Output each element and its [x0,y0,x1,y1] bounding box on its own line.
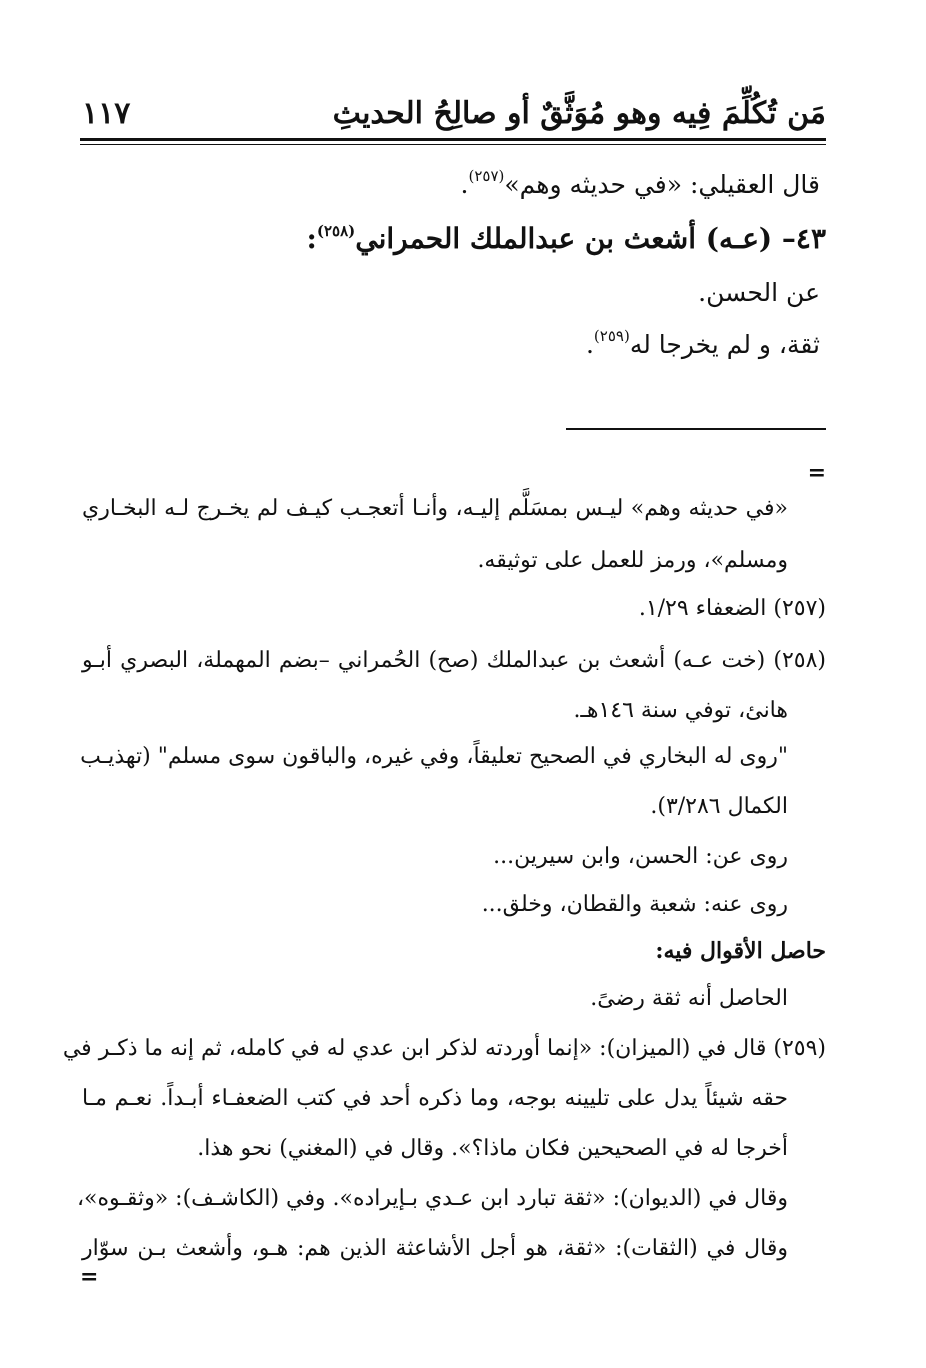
header-rule-thin [80,144,826,145]
running-header [82,86,826,136]
section-heading-conclusion: حاصل الأقوال فيه: [655,938,826,964]
footnote-line: الحاصل أنه ثقة رضىً. [590,986,788,1011]
footnote-line: حقه شيئاً يدل على تليينه بوجه، وما ذكره أحد في كتب الضعفـاء أبـداً. نعـم مـا [82,1086,788,1111]
footnote-line: روى عنه: شعبة والقطان، وخلق... [481,892,788,917]
footnote-line: "روى له البخاري في الصحيح تعليقاً، وفي غيره، والباقون سوى مسلم" (تهذيـب [80,744,788,769]
footnote-line: هانئ، توفي سنة ١٤٦هـ. [573,698,788,723]
page-number: ١١٧ [82,96,131,131]
footnotes [62,460,826,1262]
footnote-ref-258: (٢٥٨) [316,222,356,240]
main-line-thiqa: ثقة، و لم يخرجا له$^{(٢٥٩)}$. [585,327,820,359]
footnote-line: وقال في (الثقات): «ثقة، هو أجل الأشاعثة الذين هم: هـو، وأشعث بـن سوّار [82,1236,788,1261]
footnote-line: روى عن: الحسن، وابن سيرين... [493,844,788,869]
main-line-hasan: عن الحسن. [698,278,820,307]
footnote-ref-259: (٢٥٩) [593,327,630,345]
footnote-line: «في حديثه وهم» ليـس بمسَلَّم إليـه، وأنـا أتعجـب كيـف لم يخـرج لـه البخـاري [82,496,788,521]
main-line-uqayli: قال العقيلي: «في حديثه وهم»$^{(٢٥٧)}$. [460,167,820,199]
footnote-ref-257: (٢٥٧) [468,167,505,185]
footnote-line: ومسلم»، ورمز للعمل على توثيقه. [477,548,788,573]
footnote-separator [566,428,826,430]
footnote-line: وقال في (الديوان): «ثقة تبارد ابن عـدي بـإيراده». وفي (الكاشـف): «وثقـوه»، [76,1186,788,1211]
main-text [82,160,826,360]
running-title: مَن تُكُلِّمَ فِيه وهو مُوَثَّقٌ أو صالِحُ الحديثِ [332,96,826,131]
footnote-257: (٢٥٧) الضعفاء ١/٢٩. [638,596,826,621]
footnote-258: (٢٥٨) (خت عـه) أشعث بن عبدالملك (صح) الحُمراني –بضم المهملة، البصري أبـو [82,648,826,673]
footnote-line: أخرجا له في الصحيحين فكان ماذا؟». وقال في (المغني) نحو هذا. [197,1136,788,1161]
entry-heading: ٤٣– (عـه) أشعث بن عبدالملك الحمراني$^{(٢٥٨)}$: [306,222,826,255]
header-rule-thick [80,138,826,141]
footnote-line: الكمال ٣/٢٨٦). [650,794,788,819]
continuation-mark-top: = [807,460,826,486]
continuation-mark-bottom: = [80,1264,99,1290]
footnote-259: (٢٥٩) قال في (الميزان): «إنما أوردته لذكر ابن عدي له في كامله، ثم إنه ما ذكـر في [62,1036,826,1061]
